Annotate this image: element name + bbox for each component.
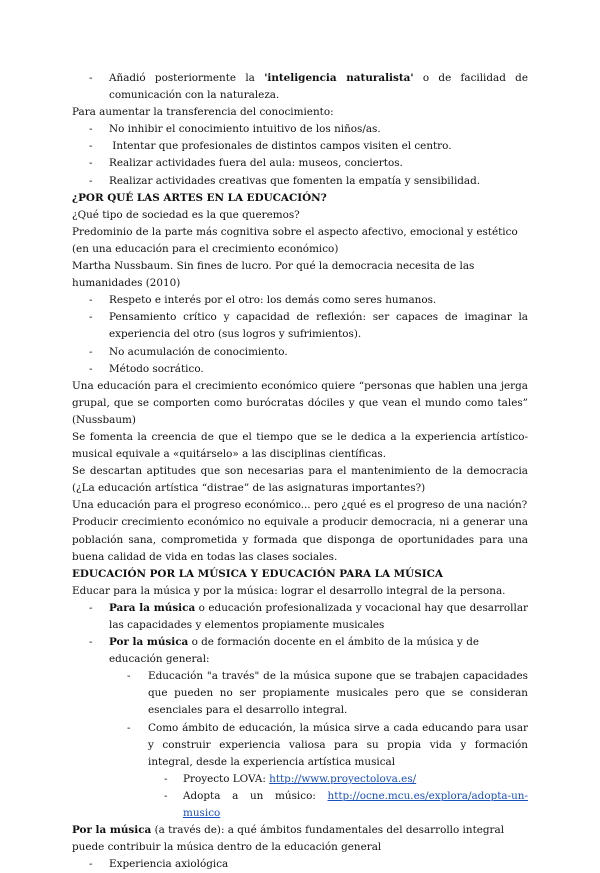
item-text: Método socrático.: [109, 362, 204, 375]
item-text: Añadió posteriormente la: [109, 72, 265, 84]
item-text: o de formación docente en el ámbito de la música y de educación general:: [109, 636, 480, 666]
item-text: Experiencia axiológica: [109, 858, 229, 871]
item-text: Realizar actividades creativas que fomenten la empatía y sensibilidad.: [109, 174, 481, 187]
item-text: No acumulación de conocimiento.: [109, 345, 288, 358]
section-heading-music: EDUCACIÓN POR LA MÚSICA Y EDUCACIÓN PARA LA MÚSICA: [72, 567, 443, 580]
list-item: - Experiencia axiológica: [89, 858, 229, 871]
section-heading-arts: ¿POR QUÉ LAS ARTES EN LA EDUCACIÓN?: [72, 191, 327, 204]
list-item: - Respeto e interés por el otro: los demás como seres humanos.: [89, 294, 437, 307]
item-text: Pensamiento crítico y capacidad de reflexión: ser capaces de imaginar la experiencia del otro (sus logros y sufrimientos).: [109, 311, 528, 341]
item-text: Intentar que profesionales de distintos campos visiten el centro.: [109, 140, 452, 153]
item-text: Realizar actividades fuera del aula: museos, conciertos.: [109, 157, 403, 170]
list-item: - No inhibir el conocimiento intuitivo de los niños/as.: [89, 123, 381, 136]
item-text: Educación "a través" de la música supone que se trabajen capacidades que pueden no ser propiamente musicales pero que se consideran esenciales para el desarrollo integral.: [148, 670, 528, 717]
paragraph: Predominio de la parte más cognitiva sobre el aspecto afectivo, emocional y estético (en una educación para el crecimiento económico): [72, 225, 518, 255]
paragraph: Producir crecimiento económico no equivale a producir democracia, ni a generar una población sana, comprometida y formada que disponga de oportunidades para una buena calidad de vida en todas las clases sociales.: [72, 516, 528, 563]
item-text: o educación profesionalizada y vocacional hay que desarrollar las capacidades y elementos propiamente musicales: [109, 601, 528, 631]
list-item: - Realizar actividades fuera del aula: museos, conciertos.: [89, 157, 403, 170]
sublist-music: [109, 668, 528, 822]
links-list: [148, 771, 528, 822]
bold-term: 'inteligencia naturalista': [264, 72, 414, 84]
question: ¿Qué tipo de sociedad es la que queremos?: [72, 208, 300, 221]
paragraph: Martha Nussbaum. Sin fines de lucro. Por qué la democracia necesita de las humanidades (2010): [72, 260, 475, 290]
list-item: - Intentar que profesionales de distintos campos visiten el centro.: [89, 140, 452, 153]
list-transfer: [72, 121, 528, 189]
paragraph-text: (a través de): a qué ámbitos fundamentales del desarrollo integral puede contribuir la música dentro de la educación general: [72, 824, 505, 854]
paragraph: Educar para la música y por la música: lograr el desarrollo integral de la persona.: [72, 584, 506, 597]
link-label: Adopta a un músico:: [183, 789, 328, 802]
sub-list-item: - Como ámbito de educación, la música sirve a cada educando para usar y construir experiencia valiosa para su propia vida y formación integral, desde la experiencia artística musical - Proyecto LOVA: http://www.proyectolova.es/ - Adopta a un músico: http://ocne.mcu.es/explora/adopta-un-musico: [109, 720, 528, 823]
list-nussbaum: [72, 292, 528, 377]
transfer-intro: Para aumentar la transferencia del conocimiento:: [72, 106, 334, 119]
paragraph: [72, 822, 528, 856]
list-music: [72, 600, 528, 822]
item-text: Como ámbito de educación, la música sirve a cada educando para usar y construir experiencia valiosa para su propia vida y formación integral, desde la experiencia artística musical: [148, 721, 528, 768]
link-label: Proyecto LOVA:: [183, 772, 270, 785]
bold-term: Por la música: [72, 824, 152, 837]
list-item: - Pensamiento crítico y capacidad de reflexión: ser capaces de imaginar la experiencia del otro (sus logros y sufrimientos).: [89, 311, 528, 341]
paragraph: Se fomenta la creencia de que el tiempo que se le dedica a la experiencia artístico-musical equivale a «quitárselo» a las disciplinas científicas.: [72, 430, 528, 461]
list-naturalist: [72, 70, 528, 104]
item-text: o de facilidad de comunicación con la naturaleza.: [109, 72, 528, 102]
paragraph: Una educación para el progreso económico... pero ¿qué es el progreso de una nación?: [72, 499, 528, 512]
bold-term: Para la música: [109, 601, 196, 614]
link-item: - Adopta a un músico: http://ocne.mcu.es/explora/adopta-un-musico: [164, 789, 528, 820]
list-item: - Añadió posteriormente la 'inteligencia naturalista' o de facilidad de comunicación con la naturaleza.: [89, 72, 528, 102]
bold-term: Por la música: [109, 636, 189, 649]
paragraph: Una educación para el crecimiento económico quiere “personas que hablen una jerga grupal, que se comporten como burócratas dóciles y que vean el mundo como tales” (Nussbaum): [72, 379, 528, 426]
lova-link[interactable]: http://www.proyectolova.es/: [269, 772, 417, 785]
list-item: - No acumulación de conocimiento.: [89, 345, 288, 358]
link-item: - Proyecto LOVA: http://www.proyectolova.es/: [164, 772, 417, 785]
list-item: - Por la música o de formación docente en el ámbito de la música y de educación general: - Educación "a través" de la música supone que se trabajen capacidades que pueden no ser propiamente musicales pero que se consideran esenciales para el desarrollo integral. - Como ámbito de educación, la música sirve a cada educando para usar y construir experiencia valiosa para su propia vida y formación integral, desde la experiencia artística musical - Proyecto LOVA: http://www.proyectolova.es/ - Adopta a un músico: http://ocne.mcu.es/explora/adopta-un-musico: [72, 634, 528, 822]
adopta-musico-link[interactable]: http://ocne.mcu.es/explora/adopta-un-musico: [183, 789, 528, 820]
item-text: No inhibir el conocimiento intuitivo de los niños/as.: [109, 123, 381, 136]
list-item: - Realizar actividades creativas que fomenten la empatía y sensibilidad.: [89, 174, 481, 187]
item-text: Respeto e interés por el otro: los demás como seres humanos.: [109, 294, 437, 307]
list-item: - Método socrático.: [89, 362, 204, 375]
sub-list-item: - Educación "a través" de la música supone que se trabajen capacidades que pueden no ser propiamente musicales pero que se consideran esenciales para el desarrollo integral.: [127, 670, 528, 717]
paragraph: Se descartan aptitudes que son necesarias para el mantenimiento de la democracia (¿La educación artística “distrae” de las asignaturas importantes?): [72, 465, 528, 495]
list-axiological: [72, 856, 528, 873]
list-item: - Para la música o educación profesionalizada y vocacional hay que desarrollar las capacidades y elementos propiamente musicales: [89, 601, 528, 631]
